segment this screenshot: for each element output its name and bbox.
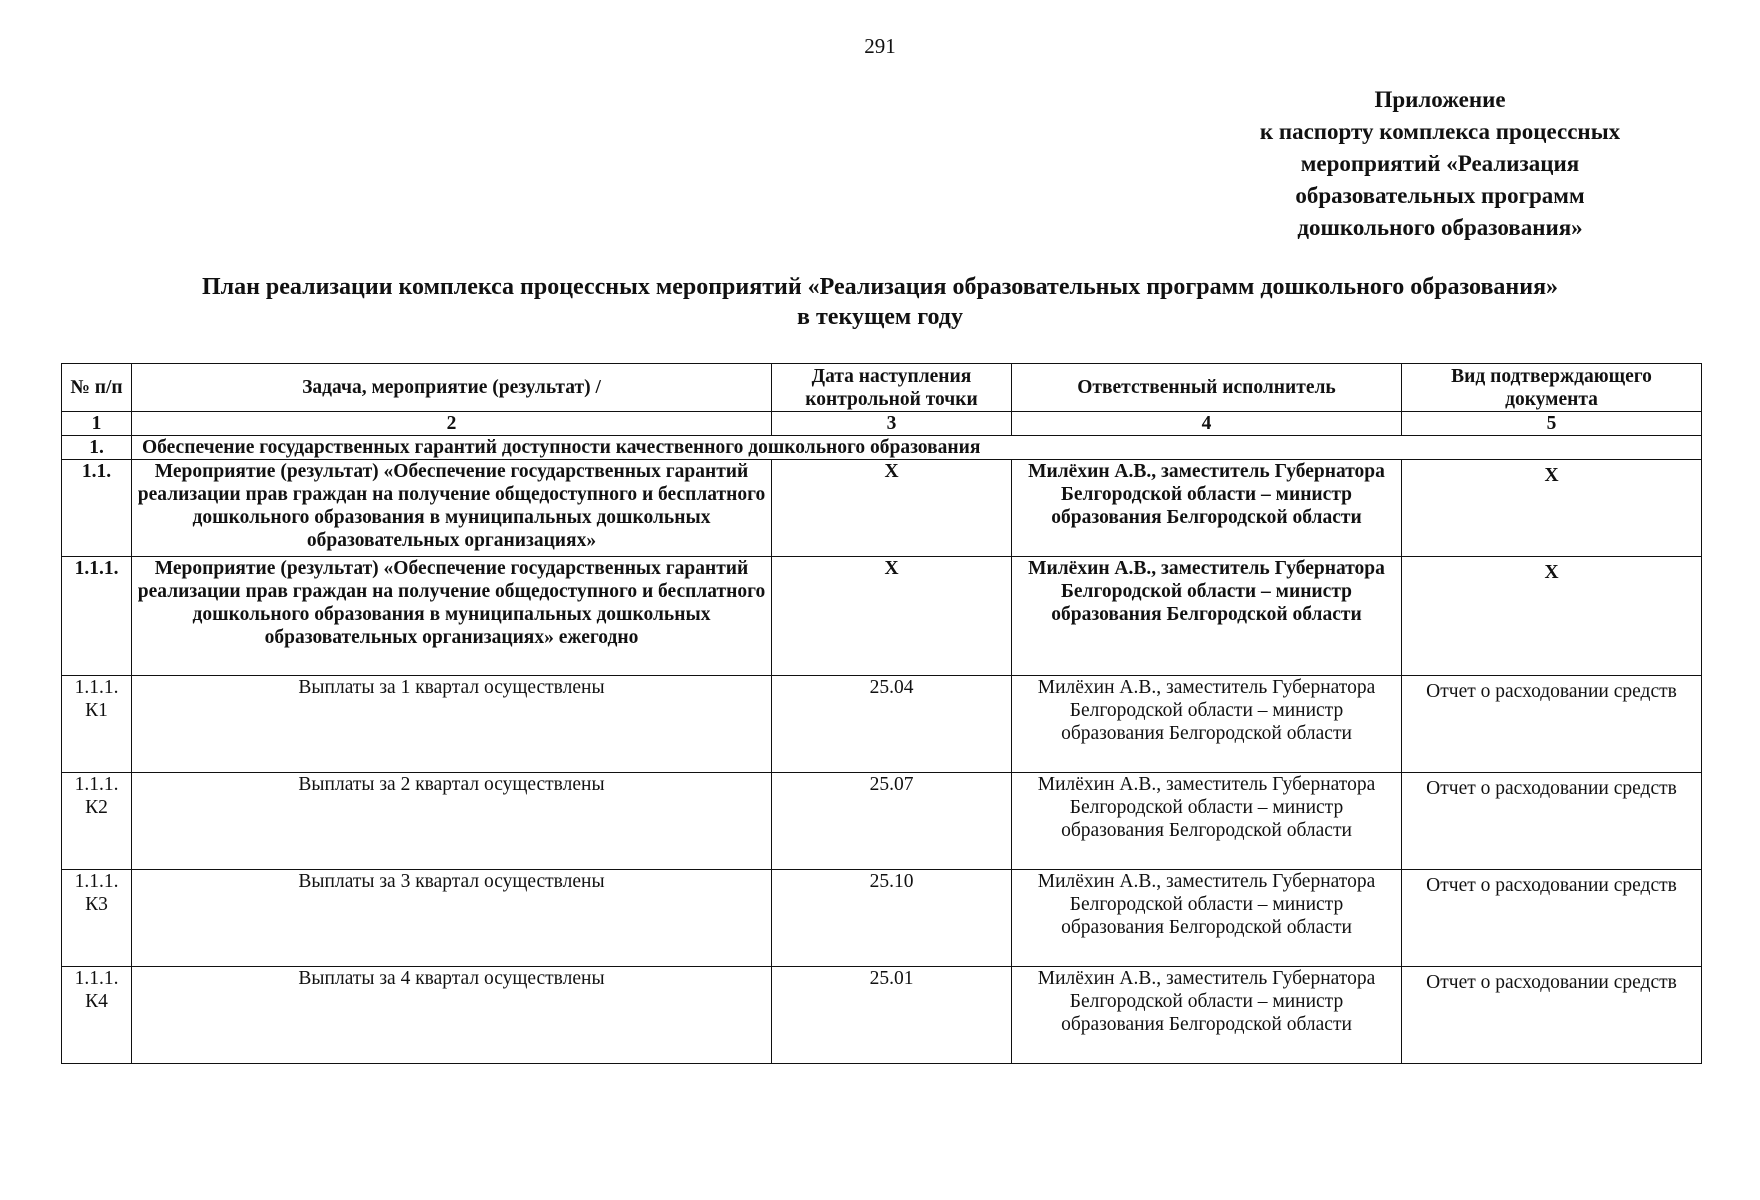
table-row <box>62 676 1702 773</box>
column-number: 5 <box>1402 412 1702 436</box>
row-date: 25.04 <box>772 676 1012 773</box>
row-task: Выплаты за 4 квартал осуществлены <box>132 967 772 1064</box>
row-task: Мероприятие (результат) «Обеспечение государственных гарантий реализации прав граждан на получение общедоступного и бесплатного дошкольного образования в муниципальных дошкольных образовательных организациях» <box>132 460 772 557</box>
row-task: Выплаты за 1 квартал осуществлены <box>132 676 772 773</box>
column-number-row <box>62 412 1702 436</box>
row-executor: Милёхин А.В., заместитель Губернатора Белгородской области – министр образования Белгородской области <box>1012 460 1402 557</box>
row-date: 25.01 <box>772 967 1012 1064</box>
row-num: 1.1.1. К2 <box>62 773 132 870</box>
row-num: 1.1.1. К1 <box>62 676 132 773</box>
appendix-line: Приложение <box>1374 87 1506 112</box>
column-number: 3 <box>772 412 1012 436</box>
row-num: 1.1.1. К4 <box>62 967 132 1064</box>
row-executor: Милёхин А.В., заместитель Губернатора Белгородской области – министр образования Белгородской области <box>1012 557 1402 676</box>
row-doc: Х <box>1402 557 1702 676</box>
section-text: Обеспечение государственных гарантий доступности качественного дошкольного образования <box>132 436 1702 460</box>
page-number: 291 <box>864 34 896 58</box>
row-task: Выплаты за 3 квартал осуществлены <box>132 870 772 967</box>
row-task: Мероприятие (результат) «Обеспечение государственных гарантий реализации прав граждан на получение общедоступного и бесплатного дошкольного образования в муниципальных дошкольных образовательных организациях» ежегодно <box>132 557 772 676</box>
header-executor: Ответственный исполнитель <box>1012 364 1402 412</box>
row-num: 1.1.1. <box>62 557 132 676</box>
table-row <box>62 773 1702 870</box>
section-num: 1. <box>62 436 132 460</box>
table-row <box>62 460 1702 557</box>
table-row <box>62 967 1702 1064</box>
row-executor: Милёхин А.В., заместитель Губернатора Белгородской области – министр образования Белгородской области <box>1012 870 1402 967</box>
row-doc: Отчет о расходовании средств <box>1402 870 1702 967</box>
row-date: 25.07 <box>772 773 1012 870</box>
table-row <box>62 557 1702 676</box>
table-header-row <box>62 364 1702 412</box>
row-doc: Отчет о расходовании средств <box>1402 676 1702 773</box>
row-date: Х <box>772 557 1012 676</box>
plan-table <box>61 363 1702 1064</box>
row-executor: Милёхин А.В., заместитель Губернатора Белгородской области – министр образования Белгородской области <box>1012 967 1402 1064</box>
column-number: 2 <box>132 412 772 436</box>
column-number: 1 <box>62 412 132 436</box>
column-number: 4 <box>1012 412 1402 436</box>
section-row <box>62 436 1702 460</box>
plan-title <box>40 272 1720 332</box>
appendix-line: к паспорту комплекса процессных <box>1259 119 1621 144</box>
header-task: Задача, мероприятие (результат) / <box>132 364 772 412</box>
row-doc: Х <box>1402 460 1702 557</box>
row-date: 25.10 <box>772 870 1012 967</box>
plan-title-line: в текущем году <box>797 304 963 330</box>
row-date: Х <box>772 460 1012 557</box>
appendix-line: мероприятий «Реализация <box>1300 151 1580 176</box>
row-task: Выплаты за 2 квартал осуществлены <box>132 773 772 870</box>
row-num: 1.1. <box>62 460 132 557</box>
row-doc: Отчет о расходовании средств <box>1402 773 1702 870</box>
appendix-heading <box>1205 84 1675 244</box>
header-num: № п/п <box>62 364 132 412</box>
row-executor: Милёхин А.В., заместитель Губернатора Белгородской области – министр образования Белгородской области <box>1012 773 1402 870</box>
row-doc: Отчет о расходовании средств <box>1402 967 1702 1064</box>
appendix-line: дошкольного образования» <box>1297 215 1583 240</box>
plan-title-line: План реализации комплекса процессных мероприятий «Реализация образовательных программ дошкольного образования» <box>201 274 1559 300</box>
table-row <box>62 870 1702 967</box>
appendix-line: образовательных программ <box>1295 183 1585 208</box>
header-doc: Вид подтверждающего документа <box>1402 364 1702 412</box>
header-date: Дата наступления контрольной точки <box>772 364 1012 412</box>
row-executor: Милёхин А.В., заместитель Губернатора Белгородской области – министр образования Белгородской области <box>1012 676 1402 773</box>
row-num: 1.1.1. К3 <box>62 870 132 967</box>
